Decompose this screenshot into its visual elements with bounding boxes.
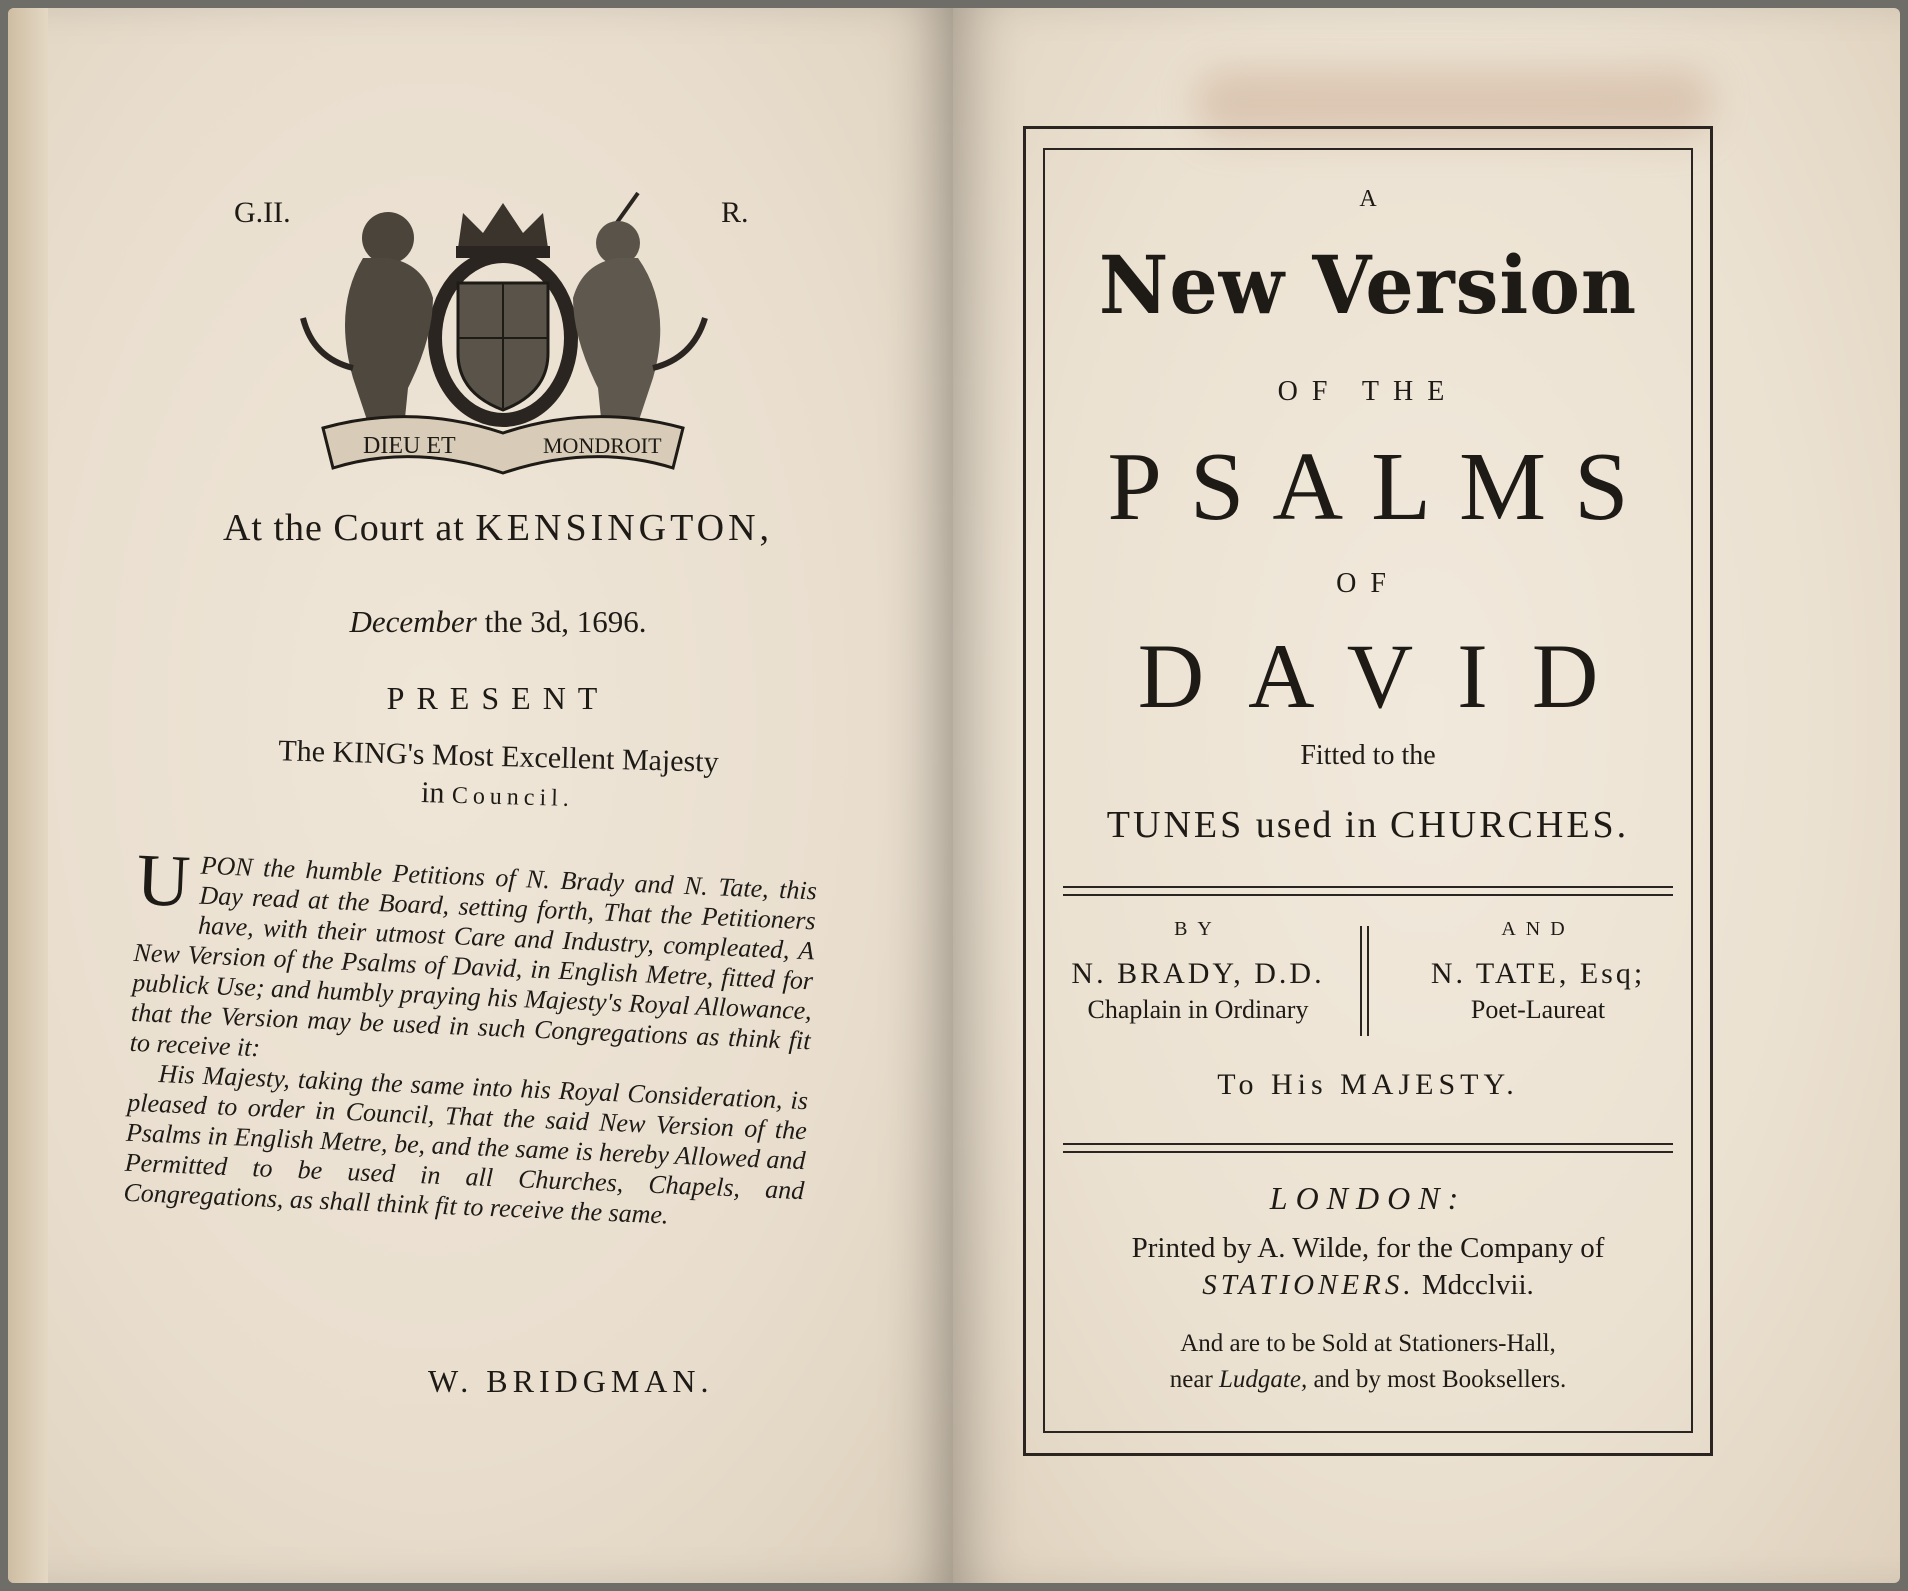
left-page: [8, 8, 953, 1583]
double-rule-top: [1063, 886, 1673, 896]
majesty-line-1: The KING's Most Excellent Majesty: [277, 734, 720, 779]
imprint-year: Mdcclvii.: [1421, 1269, 1534, 1301]
petition-paragraph-1: PON the humble Petitions of N. Brady and N. Tate, this Day read at the Board, setting forth, That the Petitioners have, with their utmost Care and Industry, compleated, A New Version of the Psalms of David, in English Metre, fitted for publick Use; and humbly praying his Majesty's Royal Allowance, that the Version may be used in such Congregations as think fit to receive it:: [129, 850, 818, 1063]
author-and: AND: [1501, 918, 1575, 940]
motto-right: MONDROIT: [543, 433, 662, 458]
imprint-sale-line-1: And are to be Sold at Stationers-Hall,: [1180, 1330, 1556, 1357]
column-divider: [1360, 926, 1369, 1036]
imprint-city: LONDON:: [1269, 1180, 1467, 1216]
motto-left: DIEU ET: [363, 433, 456, 459]
royal-coat-of-arms-icon: [293, 188, 713, 478]
author-brady: [1043, 918, 1353, 1025]
author-role-brady: Chaplain in Ordinary: [1087, 995, 1309, 1024]
cipher-right: R.: [721, 196, 749, 229]
author-name-tate: N. TATE, Esq;: [1430, 957, 1646, 990]
author-role-tate: Poet-Laureat: [1470, 995, 1606, 1024]
sale-ludgate: Ludgate,: [1219, 1366, 1308, 1393]
signature: W. BRIDGMAN.: [428, 1363, 714, 1399]
imprint-sale: [1043, 1326, 1693, 1398]
petition-text: [122, 839, 818, 1236]
authors-block: [1043, 918, 1693, 1038]
court-place: KENSINGTON,: [475, 507, 774, 549]
imprint-printer-line: Printed by A. Wilde, for the Company of: [1131, 1232, 1605, 1264]
date-rest: the 3d, 1696.: [484, 604, 647, 639]
title-article: A: [1359, 186, 1377, 212]
sale-near: near: [1169, 1366, 1213, 1393]
imprint-stationers: STATIONERS.: [1202, 1269, 1415, 1301]
present-heading: PRESENT: [386, 680, 610, 716]
author-tate: [1383, 918, 1693, 1025]
imprint-stationers-line: [1043, 1267, 1693, 1304]
tunes-word: TUNES: [1106, 804, 1245, 846]
double-rule-bottom: [1063, 1143, 1673, 1153]
petition-paragraph-2: His Majesty, taking the same into his Royal Consideration, is pleased to order in Council, That the said New Version of the Psalms in English Metre, be, and the same is hereby Allowed and Permitted to be used in all Churches, Chapels, and Congregations, as shall think fit to receive the same.: [122, 1059, 809, 1230]
right-page: [953, 8, 1900, 1583]
tunes-churches: CHURCHES.: [1389, 804, 1630, 846]
subtitle-fitted: Fitted to the: [1300, 740, 1436, 771]
title-psalms: PSALMS: [1107, 433, 1657, 541]
decree-date: [208, 604, 788, 640]
date-month: December: [349, 604, 477, 639]
title-david: DAVID: [1137, 625, 1643, 727]
title-of: OF: [1336, 568, 1400, 599]
imprint-sale-line-2: [1043, 1362, 1693, 1398]
author-name-brady: N. BRADY, D.D.: [1071, 957, 1325, 990]
court-prefix: At the Court at: [222, 507, 465, 549]
cipher-left: G.II.: [234, 196, 291, 229]
court-heading: [158, 506, 838, 550]
dedication-line: To His MAJESTY.: [1217, 1068, 1519, 1101]
majesty-line: [157, 729, 839, 822]
author-by: BY: [1174, 918, 1222, 940]
page-edge: [8, 8, 48, 1583]
title-of-the: OF THE: [1277, 376, 1459, 407]
imprint-printer: [1043, 1230, 1693, 1304]
title-new-version: New Version: [1098, 238, 1638, 332]
drop-cap: U: [134, 839, 192, 924]
majesty-council: Council.: [451, 782, 575, 812]
sale-rest: and by most Booksellers.: [1313, 1366, 1567, 1393]
subtitle-tunes: [1043, 803, 1693, 847]
majesty-in: in: [420, 775, 445, 810]
tunes-used-in: used in: [1255, 804, 1379, 846]
